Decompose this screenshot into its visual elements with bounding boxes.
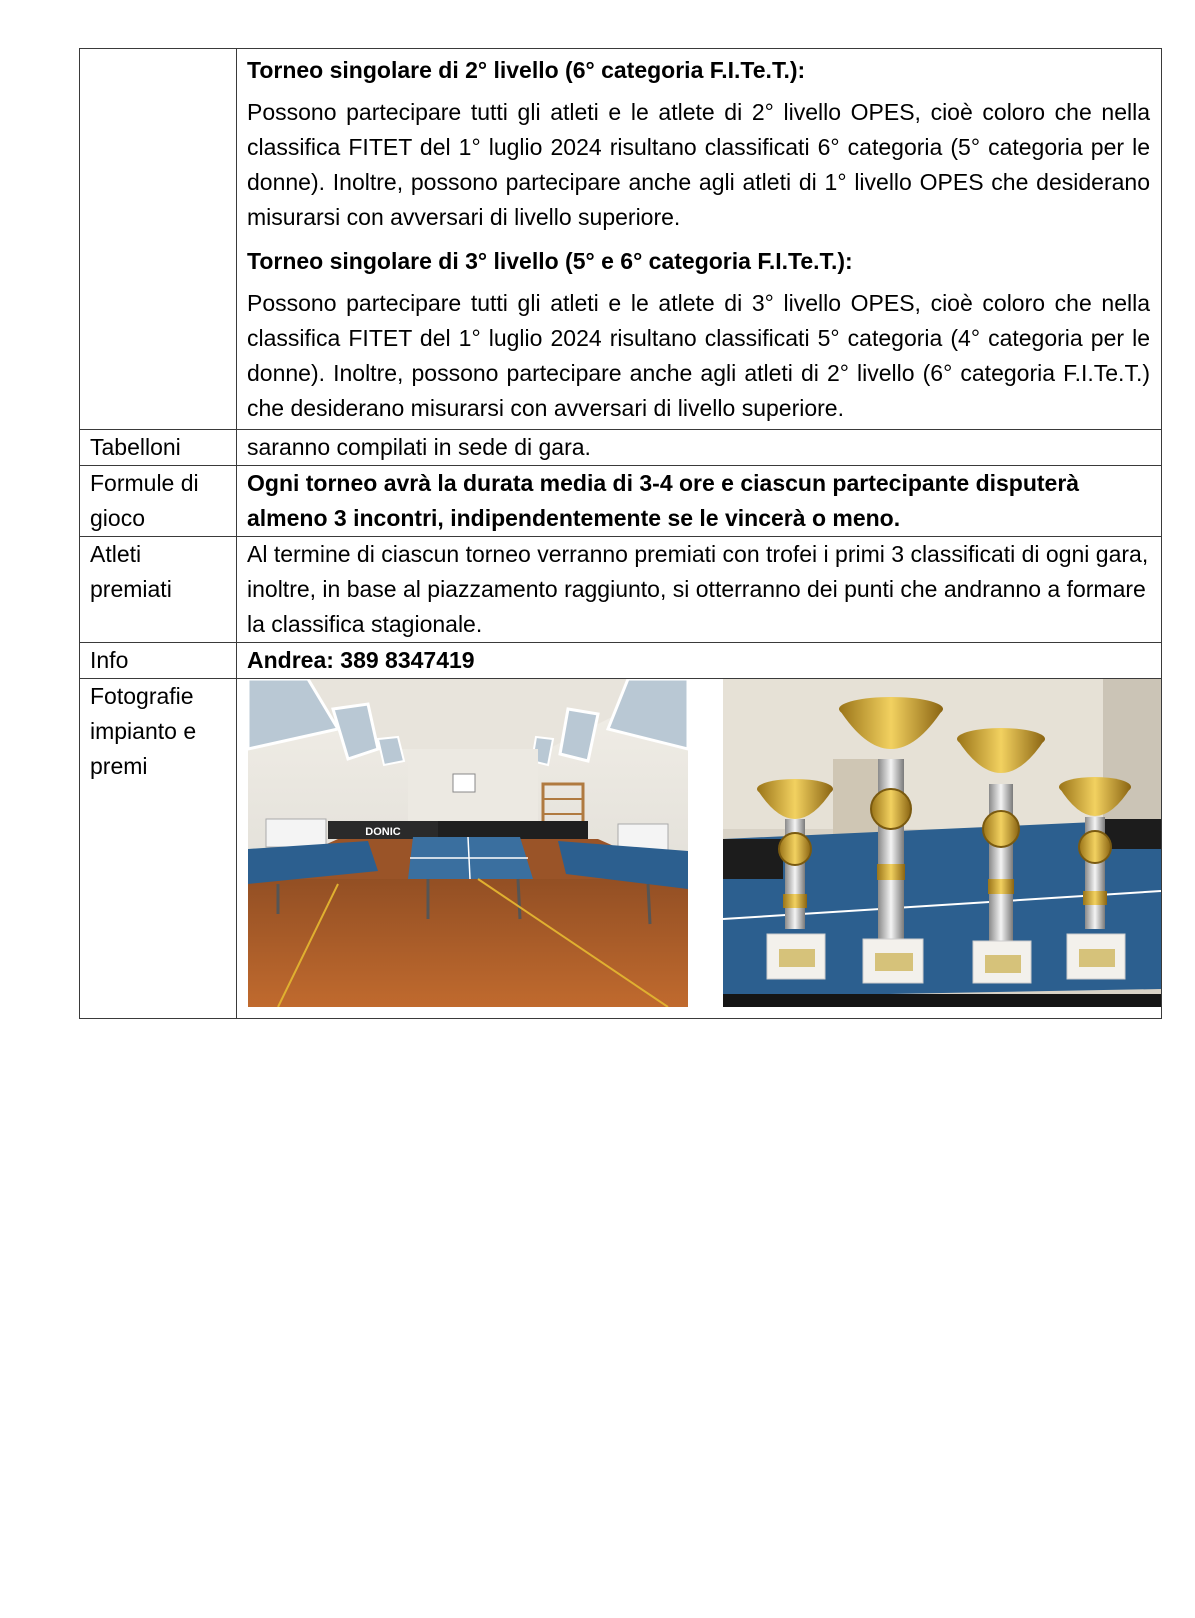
row-foto [80,679,1162,1019]
formule-text: Ogni torneo avrà la durata media di 3-4 ore e ciascun partecipante disputerà almeno 3 incontri, indipendentemente se le vincerà o meno. [237,466,1162,537]
tabelloni-text: saranno compilati in sede di gara. [237,430,1162,466]
level3-text: Possono partecipare tutti gli atleti e le atlete di 3° livello OPES, cioè coloro che nella classifica FITET del 1° luglio 2024 risultano classificati 5° categoria (4° categoria per le donne). Inoltre, possono partecipare anche agli atleti di 2° livello (6° categoria F.I.Te.T.) che desiderano misurarsi con avversari di livello superiore. [247,290,1150,421]
atleti-text: Al termine di ciascun torneo verranno premiati con trofei i primi 3 classificati di ogni gara, inoltre, in base al piazzamento raggiunto, si otterranno dei punti che andranno a formare la classifica stagionale. [237,537,1162,643]
photos [237,679,1161,1018]
gym-photo [248,679,688,1007]
trophies-photo [723,679,1161,1007]
row-categories [80,49,1162,430]
label-formule: Formule di gioco [80,466,237,537]
row-tabelloni [80,430,1162,466]
row-info [80,643,1162,679]
label-atleti: Atleti premiati [80,537,237,643]
label-info: Info [80,643,237,679]
label-tabelloni: Tabelloni [80,430,237,466]
level2-text: Possono partecipare tutti gli atleti e le atlete di 2° livello OPES, cioè coloro che nella classifica FITET del 1° luglio 2024 risultano classificati 6° categoria (5° categoria per le donne). Inoltre, possono partecipare anche agli atleti di 1° livello OPES che desiderano misurarsi con avversari di livello superiore. [247,99,1150,230]
label-empty [80,49,237,430]
categories-content [237,49,1162,430]
row-atleti [80,537,1162,643]
level2-heading: Torneo singolare di 2° livello (6° categoria F.I.Te.T.): [247,57,806,83]
level3-heading: Torneo singolare di 3° livello (5° e 6° categoria F.I.Te.T.): [247,248,853,274]
photos-cell [237,679,1162,1019]
row-formule [80,466,1162,537]
barrier-brand: DONIC [365,826,401,838]
label-foto: Fotografie impianto e premi [80,679,237,1019]
info-table [79,48,1162,1019]
info-text: Andrea: 389 8347419 [237,643,1162,679]
